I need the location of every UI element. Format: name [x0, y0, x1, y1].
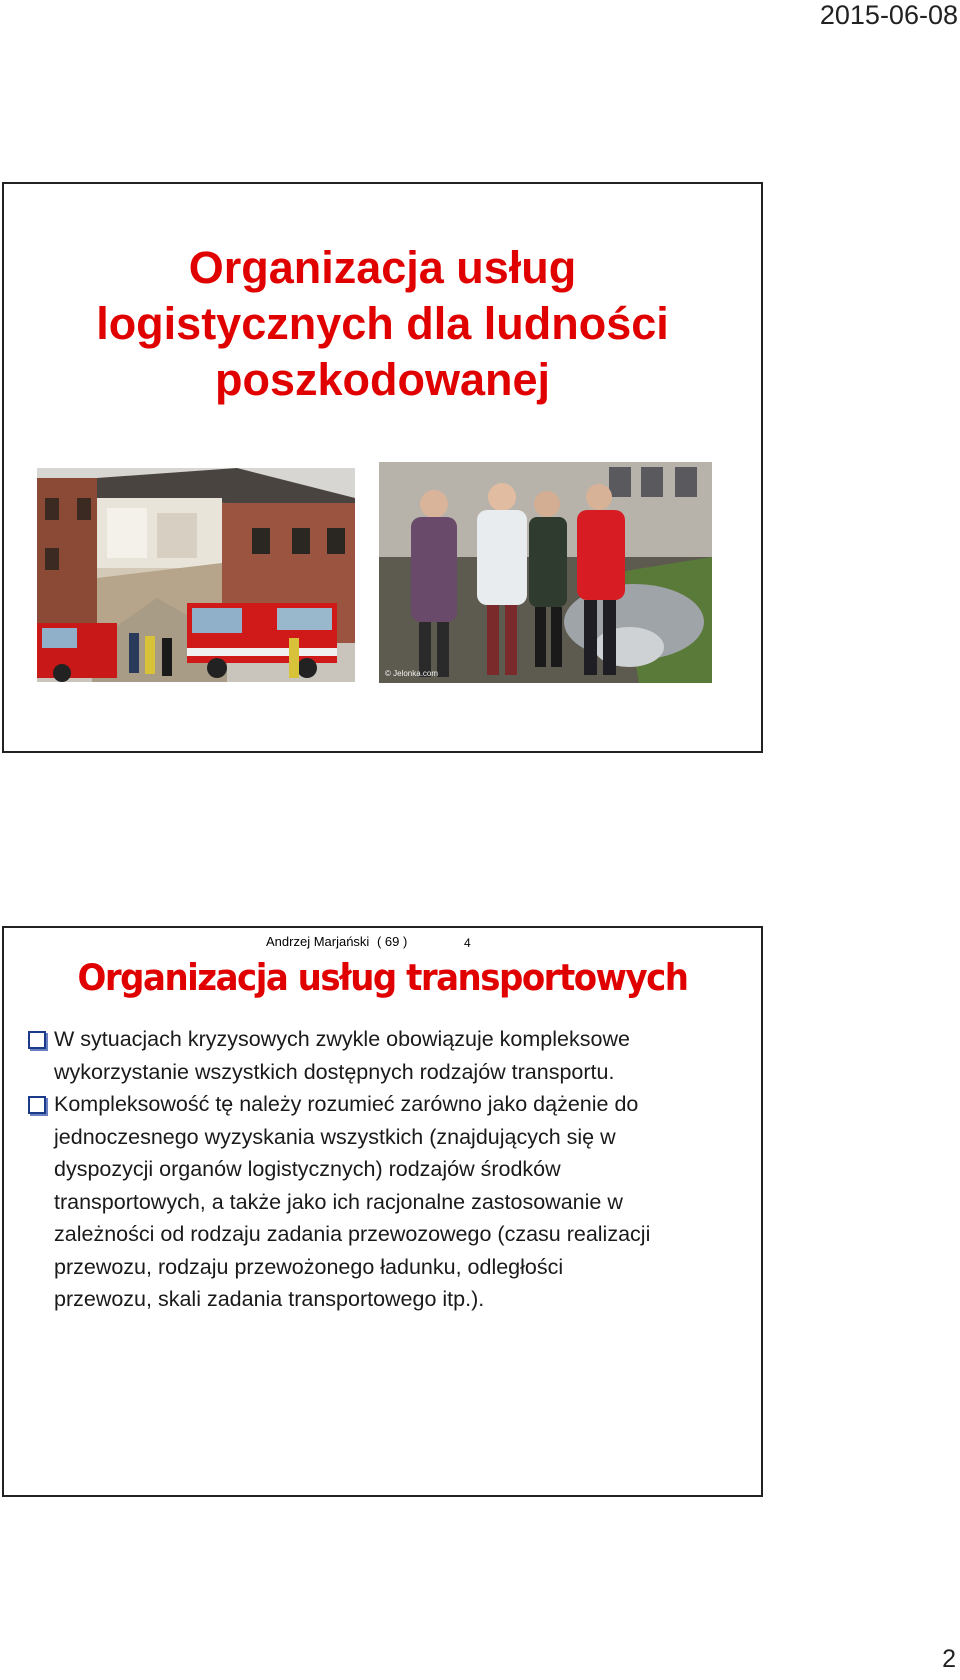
slide-title [4, 240, 761, 408]
slide-header [266, 934, 411, 949]
photo-credit: © Jelonka.com [385, 669, 439, 678]
slide-title-line-1: Organizacja usług [188, 242, 577, 293]
slide-4 [2, 926, 763, 1497]
page-date: 2015-06-08 [819, 0, 958, 30]
slide-3 [2, 182, 763, 753]
slide-title: Organizacja usług transportowych [77, 956, 688, 1000]
author-name: Andrzej Marjański [266, 934, 370, 949]
bullet-item [26, 1088, 756, 1316]
bullet-line: przewozu, rodzaju przewożonego ładunku, odległości [54, 1254, 564, 1279]
bullet-line: W sytuacjach kryzysowych zwykle obowiązuje kompleksowe [54, 1027, 630, 1051]
slide-title-line-3: poszkodowanej [214, 354, 551, 405]
checkbox-bullet-icon [28, 1096, 46, 1114]
page-number: 2 [942, 1645, 956, 1673]
slide-number: 4 [464, 936, 471, 950]
bullet-line: dyspozycji organów logistycznych) rodzajów środków [54, 1157, 561, 1181]
bullet-item [26, 1023, 756, 1088]
collapsed-house-photo [37, 468, 355, 682]
bullet-line: Kompleksowość tę należy rozumieć zarówno jako dążenie do [54, 1092, 639, 1116]
collapsed-house-illustration [37, 468, 355, 682]
checkbox-bullet-icon [28, 1031, 46, 1049]
bullet-line: jednoczesnego wyzyskania wszystkich (znajdujących się w [54, 1124, 616, 1149]
bullet-list [26, 1023, 756, 1316]
bullet-line: wykorzystanie wszystkich dostępnych rodzajów transportu. [54, 1059, 615, 1084]
bullet-line: przewozu, skali zadania transportowego itp.). [54, 1287, 485, 1311]
bullet-line: transportowych, a także jako ich racjonalne zastosowanie w [54, 1189, 623, 1214]
bullet-line: zależności od rodzaju zadania przewozowego (czasu realizacji [54, 1222, 651, 1246]
slide-title-line-2: logistycznych dla ludności [96, 298, 669, 349]
affected-people-photo [379, 462, 712, 683]
reference-number: ( 69 ) [376, 934, 408, 949]
affected-people-illustration [379, 462, 712, 683]
